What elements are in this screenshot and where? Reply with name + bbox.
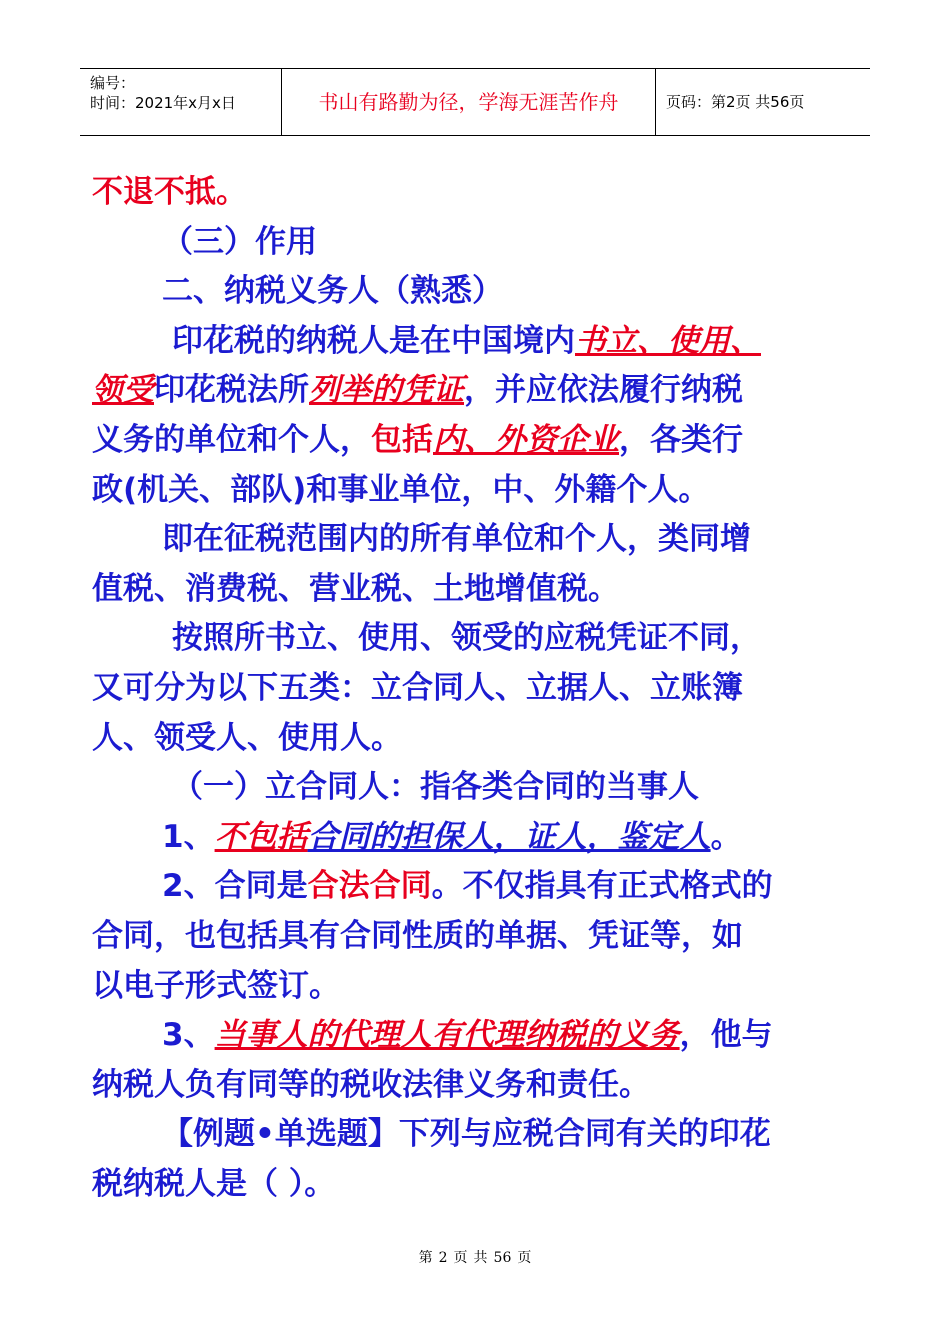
section-heading: 二、纳税义务人（熟悉） [162,273,503,310]
text-line: 领受印花税法所列举的凭证，并应依法履行纳税 [92,372,743,409]
text-line: 不退不抵。 [92,174,247,210]
text-line: 值税、消费税、营业税、土地增值税。 [92,570,619,607]
text-line: 政(机关、部队)和事业单位，中、外籍个人。 [92,471,710,508]
example-heading: 【例题•单选题】下列与应税合同有关的印花 [162,1116,771,1153]
date-label: 时间：2021年x月x日 [90,94,236,112]
header-meta [80,69,282,135]
highlight: 领受 [92,372,154,409]
section-heading: （一）立合同人：指各类合同的当事人 [172,769,699,806]
text-line: 以电子形式签订。 [92,967,340,1004]
page-total: 56 [493,1250,512,1266]
text-line: 人、领受人、使用人。 [92,719,402,756]
page-number: 2 [438,1250,448,1266]
text-line: 3、当事人的代理人有代理纳税的义务，他与 [162,1017,773,1054]
highlight: 内、外资企业 [433,421,619,458]
highlight: 包括 [371,421,433,458]
header-motto: 书山有路勤为径，学海无涯苦作舟 [282,69,656,135]
highlight: 列举的凭证 [309,372,464,409]
document-body [92,168,872,1209]
text-line: 1、不包括合同的担保人，证人，鉴定人。 [162,818,742,855]
text-line: 纳税人负有同等的税收法律义务和责任。 [92,1066,650,1103]
section-heading: （三）作用 [162,223,317,260]
text-line: 按照所书立、使用、领受的应税凭证不同， [172,620,761,657]
page-footer: 第 2 页 共 56 页 [418,1250,532,1266]
text-line: 即在征税范围内的所有单位和个人，类同增 [162,521,751,558]
highlight: 合同的担保人，证人，鉴定人 [307,818,711,855]
highlight: 书立、使用、 [575,322,761,359]
number-label: 编号： [90,74,136,92]
page-header [80,68,870,136]
text-line: 义务的单位和个人，包括内、外资企业，各类行 [92,421,743,458]
header-page-label: 页码：第2页 共56页 [666,93,805,111]
text-line: 合同，也包括具有合同性质的单据、凭证等，如 [92,917,743,954]
highlight: 合法合同 [307,868,432,905]
text-line: 税纳税人是（ ）。 [92,1165,336,1202]
text-line: 又可分为以下五类：立合同人、立据人、立账簿 [92,669,743,706]
highlight: 当事人的代理人有代理纳税的义务 [214,1017,680,1054]
text-line: 2、合同是合法合同。不仅指具有正式格式的 [162,868,773,905]
highlight: 不包括 [214,818,308,855]
text-line: 印花税的纳税人是在中国境内书立、使用、 [172,322,761,359]
